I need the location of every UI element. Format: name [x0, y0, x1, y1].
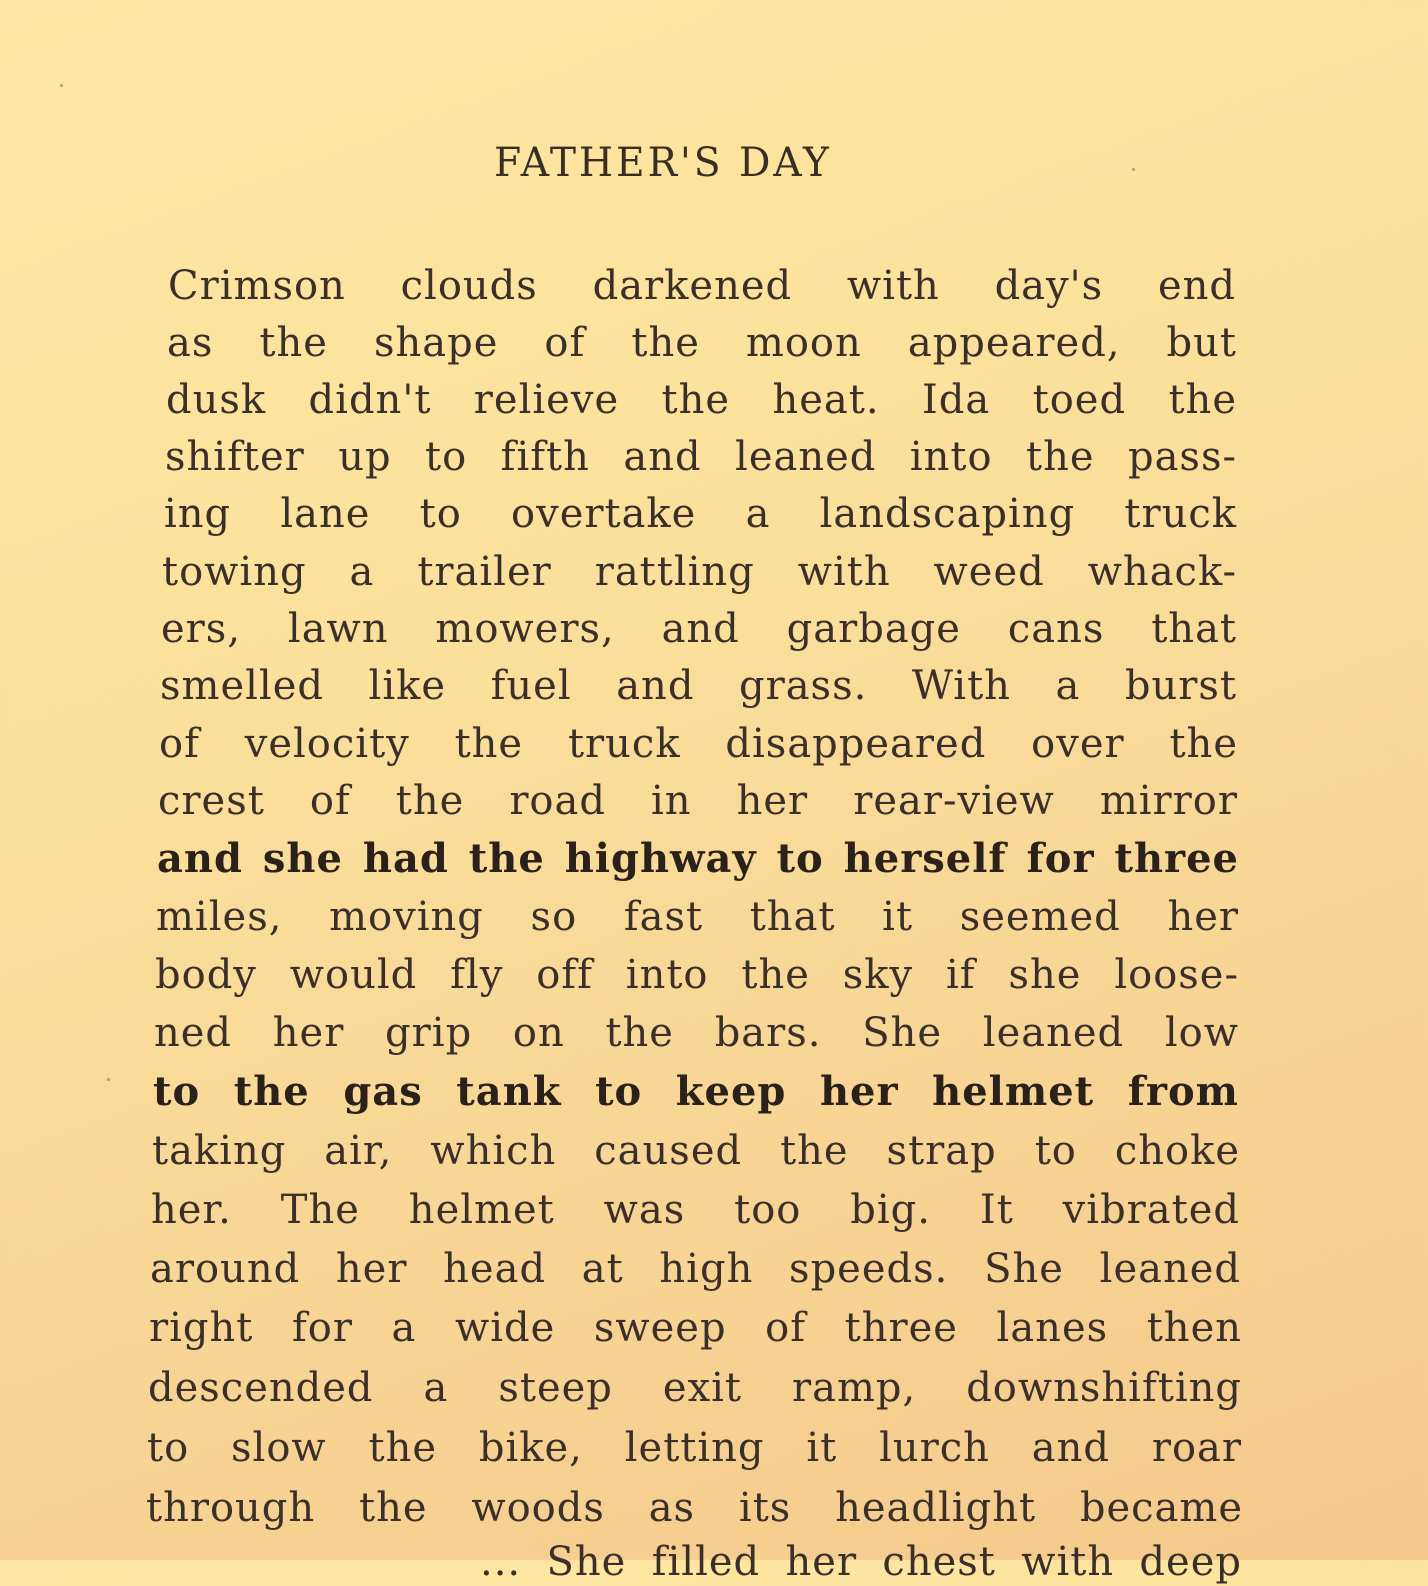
text-line: towing a trailer rattling with weed whack- — [162, 549, 1237, 595]
text-line: to slow the bike, letting it lurch and roar — [147, 1425, 1242, 1471]
paper-speck — [60, 84, 63, 87]
text-line: body would fly off into the sky if she loose- — [155, 952, 1239, 998]
text-line: dusk didn't relieve the heat. Ida toed the — [166, 377, 1237, 423]
text-line: and she had the highway to herself for three — [157, 835, 1239, 882]
paper-speck — [107, 1078, 110, 1081]
text-line: taking air, which caused the strap to choke — [152, 1128, 1240, 1174]
text-line: crest of the road in her rear-view mirror — [158, 778, 1238, 824]
page-title: FATHER'S DAY — [494, 140, 832, 186]
text-line: through the woods as its headlight became — [146, 1485, 1243, 1531]
text-line-cutoff: ... She filled her chest with deep — [480, 1539, 1242, 1585]
text-line: to the gas tank to keep her helmet from — [153, 1068, 1239, 1115]
text-line: Crimson clouds darkened with day's end — [168, 263, 1236, 309]
text-line: right for a wide sweep of three lanes then — [149, 1305, 1242, 1351]
text-line: ned her grip on the bars. She leaned low — [154, 1010, 1239, 1056]
text-line: descended a steep exit ramp, downshifting — [148, 1365, 1242, 1411]
text-line: smelled like fuel and grass. With a burst — [160, 663, 1237, 709]
paper-speck — [1132, 168, 1135, 171]
text-line: ers, lawn mowers, and garbage cans that — [161, 606, 1237, 652]
text-line: miles, moving so fast that it seemed her — [156, 894, 1239, 940]
text-line: ing lane to overtake a landscaping truck — [164, 491, 1237, 537]
text-line: around her head at high speeds. She leaned — [150, 1246, 1241, 1292]
text-line: shifter up to fifth and leaned into the pass- — [165, 434, 1237, 480]
text-line: her. The helmet was too big. It vibrated — [151, 1187, 1240, 1233]
text-line: of velocity the truck disappeared over the — [159, 721, 1238, 767]
text-line: as the shape of the moon appeared, but — [167, 320, 1237, 366]
